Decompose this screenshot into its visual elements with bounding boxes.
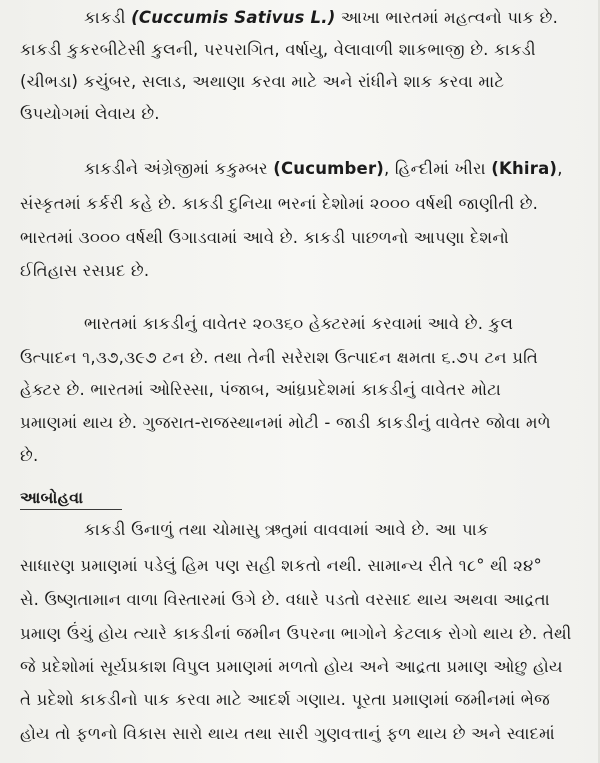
text-run: કાકડીને અંગ્રેજીમાં કકુમ્બર [84,159,274,178]
paragraph-1-line-4: ઉપયોગમાં લેવાય છે. [20,104,160,123]
heading-underline [20,509,122,510]
paragraph-3-line-3: હેક્ટર છે. ભારતમાં ઓરિસ્સા, પંજાબ, આંધ્રપ્રદેશમાં કાકડીનું વાવેતર મોટા [20,380,502,399]
paragraph-2-line-2: સંસ્કૃતમાં કર્કરી કહે છે. કાકડી દુનિયા ભરનાં દેશોમાં ૨૦૦૦ વર્ષથી જાણીતી છે. [20,194,539,213]
paragraph-1-line-1 [84,8,558,28]
paragraph-4-line-5: જે પ્રદેશોમાં સૂર્યપ્રકાશ વિપુલ પ્રમાણમાં મળતો હોય અને આદ્રતા પ્રમાણ ઓછુ હોય [20,657,563,676]
paragraph-4-line-1: કાકડી ઉનાળું તથા ચોમાસુ ઋતુમાં વાવવામાં આવે છે. આ પાક [84,520,489,539]
paragraph-3-line-2: ઉત્પાદન ૧,૩૭,૩૯૭ ટન છે. તથા તેની સરેરાશ ઉત્પાદન ક્ષમતા ૬.૭૫ ટન પ્રતિ [20,348,538,367]
paragraph-4-line-7: હોય તો ફળનો વિકાસ સારો થાય તથા સારી ગુણવત્તાનું ફળ થાય છે અને સ્વાદમાં [20,724,555,743]
section-heading: આબોહવા [20,488,84,507]
paragraph-2-line-1 [84,159,563,179]
paragraph-1-line-3: (ચીભડા) કચુંબર, સલાડ, અથાણા કરવા માટે અને રાંધીને શાક કરવા માટે [20,72,505,91]
english-name: (Cucumber) [273,159,385,178]
text-run: આખા ભારતમાં મહત્વનો પાક છે. [335,8,559,27]
paragraph-4-line-2: સાધારણ પ્રમાણમાં પડેલું હિમ પણ સહી શકતો નથી. સામાન્ય રીતે ૧૮° થી ૨૪° [20,556,542,575]
paragraph-2-line-4: ઈતિહાસ રસપ્રદ છે. [20,261,150,280]
text-run: કાકડી [84,8,132,27]
paragraph-4-line-4: પ્રમાણ ઉંચું હોય ત્યારે કાકડીનાં જમીન ઉપરના ભાગોને કેટલાક રોગો થાય છે. તેથી [20,624,572,643]
paragraph-3-line-1: ભારતમાં કાકડીનું વાવેતર ૨૦૩૬૦ હેક્ટરમાં કરવામાં આવે છે. કુલ [84,314,514,333]
scientific-name: (Cuccumis Sativus L.) [131,8,336,27]
paragraph-1-line-2: કાકડી કુકરબીટેસી કુલની, પરપરાગિત, વર્ષાયુ, વેલાવાળી શાકભાજી છે. કાકડી [20,40,536,59]
text-run: , [557,159,563,178]
paragraph-3-line-5: છે. [20,446,39,465]
paragraph-4-line-6: તે પ્રદેશો કાકડીનો પાક કરવા માટે આદર્શ ગણાય. પૂરતા પ્રમાણમાં જમીનમાં ભેજ [20,690,550,709]
text-run: , હિન્દીમાં ખીરા [384,159,492,178]
paragraph-2-line-3: ભારતમાં ૩૦૦૦ વર્ષથી ઉગાડવામાં આવે છે. કાકડી પાછળનો આપણા દેશનો [20,228,509,247]
paragraph-4-line-3: સે. ઉષ્ણતામાન વાળા વિસ્તારમાં ઉગે છે. વધારે પડતો વરસાદ થાય અથવા આદ્રતા [20,590,550,609]
paragraph-3-line-4: પ્રમાણમાં થાય છે. ગુજરાત-રાજસ્થાનમાં મોટી - જાડી કાકડીનું વાવેતર જોવા મળે [20,413,551,432]
hindi-name: (Khira) [491,159,558,178]
